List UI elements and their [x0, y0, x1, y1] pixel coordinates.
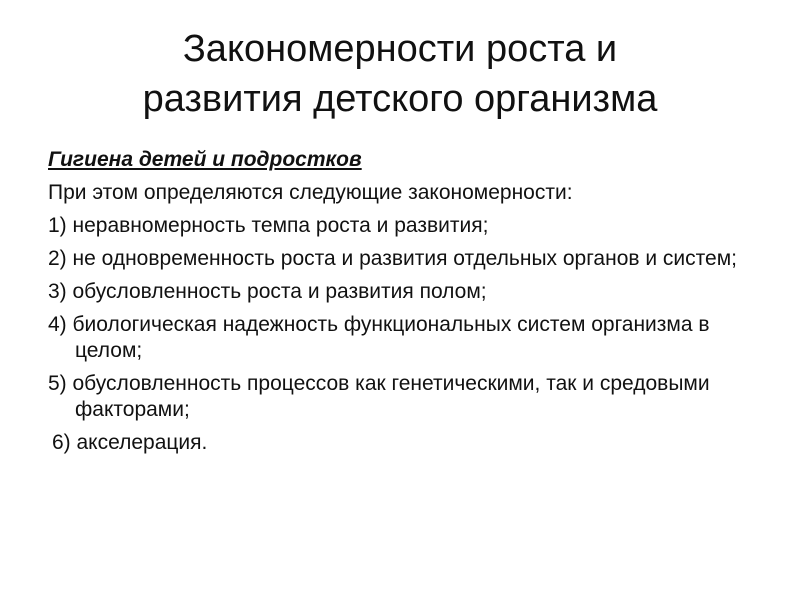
slide-body [48, 147, 768, 463]
list-item: 1) неравномерность темпа роста и развития; [48, 214, 489, 237]
list-item: 6) акселерация. [52, 431, 208, 454]
list-item: 5) обусловленность процессов как генетическими, так и средовыми факторами; [48, 372, 710, 421]
slide-title-line-1: Закономерности роста и [182, 28, 618, 70]
slide-title [40, 24, 760, 124]
list-item: 3) обусловленность роста и развития полом; [48, 280, 487, 303]
slide-subtitle: Гигиена детей и подростков [48, 148, 362, 171]
regularities-list [48, 213, 768, 456]
slide-title-line-2: развития детского организма [142, 78, 658, 120]
list-item: 2) не одновременность роста и развития отдельных органов и систем; [48, 247, 738, 270]
list-item: 4) биологическая надежность функциональных систем организма в целом; [48, 313, 710, 362]
intro-text: При этом определяются следующие закономерности: [48, 181, 573, 204]
